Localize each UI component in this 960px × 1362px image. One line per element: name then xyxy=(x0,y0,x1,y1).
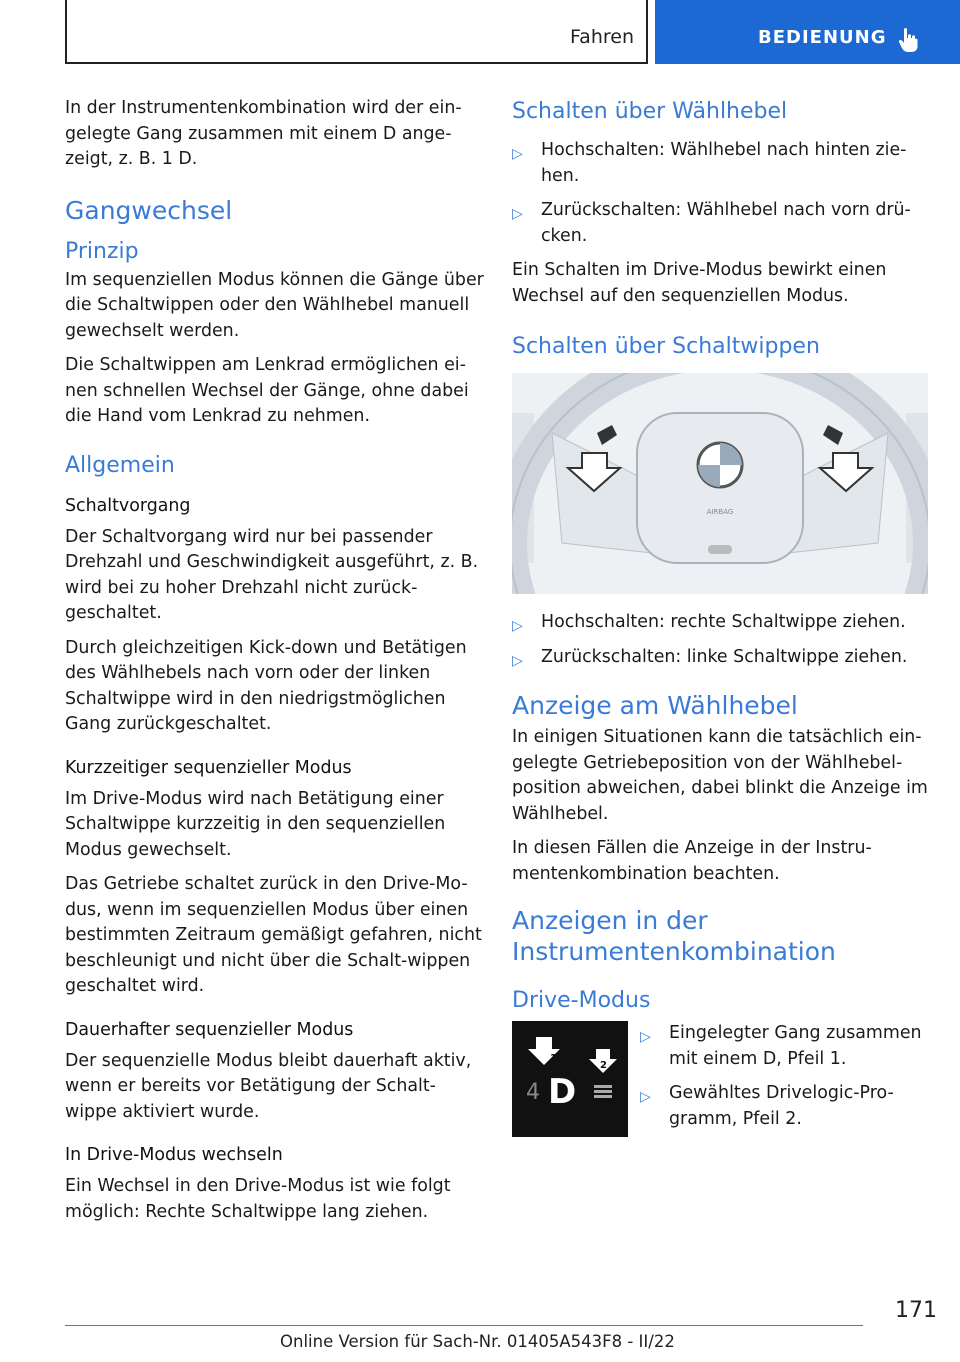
drive-mode-letter: D xyxy=(548,1072,577,1112)
gear-display-illustration xyxy=(512,1021,628,1137)
heading-schalten-schaltwippen: Schalten über Schaltwippen xyxy=(512,334,820,359)
header-chapter-box xyxy=(655,0,960,64)
heading-anzeigen-instrumentenkombination: Anzeigen in der Instrumentenkombination xyxy=(512,906,836,966)
right-column xyxy=(512,96,932,1141)
intro-paragraph: In der Instrumentenkombination wird der ein-gelegte Gang zusammen mit einem D ange-zeigt, z. B. 1 D. xyxy=(65,98,462,169)
paragraph-schaltvorgang-2: Durch gleichzeitigen Kick-down und Betätigen des Wählhebels nach vorn oder der linken Schaltwippe wird in den niedrigstmöglichen Gang zurückgeschaltet. xyxy=(65,637,467,734)
footer-divider xyxy=(65,1325,863,1326)
paragraph-prinzip-1: Im sequenziellen Modus können die Gänge über die Schaltwippen oder den Wählhebel manuell gewechselt werden. xyxy=(65,269,484,341)
triangle-bullet-icon: ▷ xyxy=(640,1089,651,1105)
triangle-bullet-icon: ▷ xyxy=(512,618,523,634)
pointing-hand-icon xyxy=(898,27,918,53)
drive-modus-block xyxy=(512,1021,932,1141)
paragraph-schaltvorgang-1: Der Schaltvorgang wird nur bei passender Drehzahl und Geschwindigkeit ausgeführt, z. B. wird bei zu hoher Drehzahl nicht zurück-geschaltet. xyxy=(65,526,479,623)
paragraph-anzeige-1: In einigen Situationen kann die tatsächlich ein-gelegte Getriebeposition von der Wählhebel-position abweichen, dabei blinkt die Anzeige im Wählhebel. xyxy=(512,727,928,824)
paragraph-waehlhebel: Ein Schalten im Drive-Modus bewirkt einen Wechsel auf den sequenziellen Modus. xyxy=(512,260,887,306)
heading-schaltvorgang: Schaltvorgang xyxy=(65,495,191,516)
arrow-1-label: 1 xyxy=(550,1053,557,1064)
heading-drive-modus: Drive-Modus xyxy=(512,988,651,1013)
paragraph-kurzzeitig-1: Im Drive-Modus wird nach Betätigung einer Schaltwippe kurzzeitig in den sequenziellen Modus gewechselt. xyxy=(65,788,446,860)
left-column xyxy=(65,96,485,1234)
header-section-box xyxy=(65,0,648,64)
paragraph-kurzzeitig-2: Das Getriebe schaltet zurück in den Drive-Mo-dus, wenn im sequenziellen Modus über einen bestimmten Zeitraum gemäßigt gefahren, nicht beschleunigt und nicht über die Schalt-wippen geschaltet wird. xyxy=(65,874,482,996)
airbag-label: AIRBAG xyxy=(706,508,734,516)
heading-anzeige-waehlhebel: Anzeige am Wählhebel xyxy=(512,691,798,720)
list-item: ▷ Gewähltes Drivelogic-Pro-gramm, Pfeil 2. xyxy=(640,1083,894,1129)
heading-allgemein: Allgemein xyxy=(65,452,175,478)
heading-gangwechsel: Gangwechsel xyxy=(65,195,233,225)
paragraph-anzeige-2: In diesen Fällen die Anzeige in der Instru-mentenkombination beachten. xyxy=(512,838,872,884)
arrow-2-label: 2 xyxy=(600,1060,607,1071)
triangle-bullet-icon: ▷ xyxy=(512,146,523,162)
list-item: ▷ Zurückschalten: Wählhebel nach vorn drü-cken. xyxy=(512,200,911,246)
header-section-title: Fahren xyxy=(570,26,634,48)
drivelogic-bars-icon xyxy=(594,1085,612,1098)
steering-wheel-illustration xyxy=(512,373,928,594)
footer-online-version: Online Version für Sach-Nr. 01405A543F8 - II/22 xyxy=(280,1332,675,1351)
heading-kurzzeitig: Kurzzeitiger sequenzieller Modus xyxy=(65,757,352,778)
heading-schalten-waehlhebel: Schalten über Wählhebel xyxy=(512,99,788,124)
gear-number: 4 xyxy=(526,1080,540,1105)
page-number: 171 xyxy=(895,1298,937,1323)
list-item: ▷ Eingelegter Gang zusammen mit einem D, Pfeil 1. xyxy=(640,1023,922,1069)
triangle-bullet-icon: ▷ xyxy=(512,652,523,669)
heading-drive-wechseln: In Drive-Modus wechseln xyxy=(65,1145,283,1165)
list-item: ▷ Hochschalten: rechte Schaltwippe ziehen. xyxy=(512,610,932,636)
paragraph-dauerhaft: Der sequenzielle Modus bleibt dauerhaft aktiv, wenn er bereits vor Betätigung der Schalt-wippe aktiviert wurde. xyxy=(65,1050,472,1122)
list-item: ▷ Zurückschalten: linke Schaltwippe ziehen. xyxy=(512,645,932,671)
drive-list xyxy=(640,1021,930,1141)
paragraph-drive-wechseln: Ein Wechsel in den Drive-Modus ist wie folgt möglich: Rechte Schaltwippe lang ziehen. xyxy=(65,1176,451,1222)
list-item: ▷ Hochschalten: Wählhebel nach hinten zie-hen. xyxy=(512,140,907,186)
header-chapter-title: BEDIENUNG xyxy=(758,27,887,48)
triangle-bullet-icon: ▷ xyxy=(640,1029,651,1045)
triangle-bullet-icon: ▷ xyxy=(512,206,523,222)
heading-prinzip: Prinzip xyxy=(65,238,139,264)
paragraph-prinzip-2: Die Schaltwippen am Lenkrad ermöglichen ei-nen schnellen Wechsel der Gänge, ohne dabei die Hand vom Lenkrad zu nehmen. xyxy=(65,355,469,426)
heading-dauerhaft: Dauerhafter sequenzieller Modus xyxy=(65,1019,354,1040)
